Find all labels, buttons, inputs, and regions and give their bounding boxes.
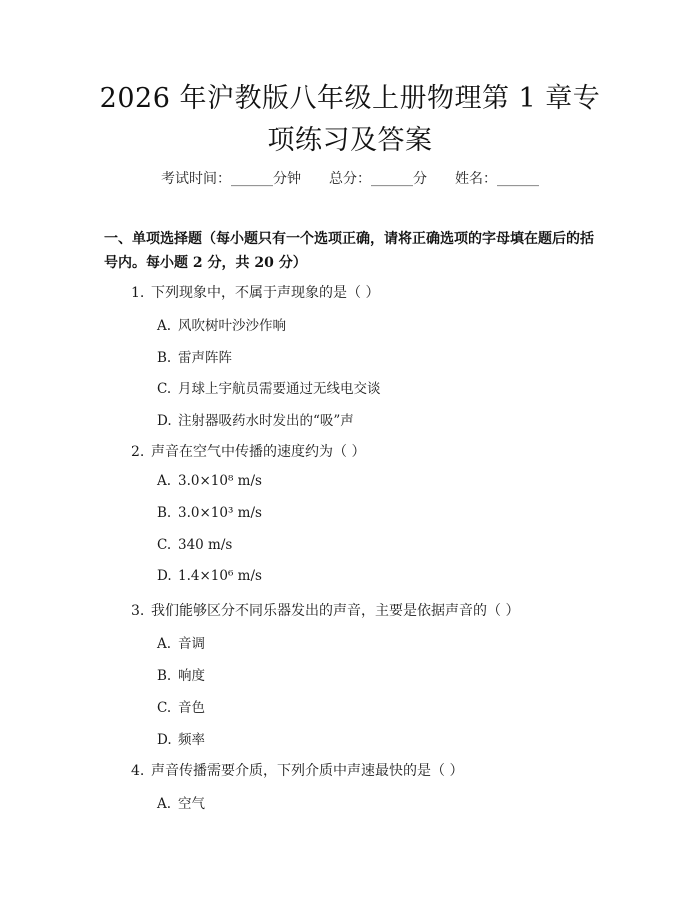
exam-time-field: 考试时间：______分钟 xyxy=(161,171,301,187)
question-3 xyxy=(131,600,519,620)
option-text: 风吹树叶沙沙作响 xyxy=(178,318,286,334)
option-text: 响度 xyxy=(178,668,205,684)
question-3-option-c xyxy=(157,696,205,716)
option-text: 空气 xyxy=(178,796,205,812)
question-2-option-b xyxy=(157,505,262,521)
question-1-option-b xyxy=(157,346,232,366)
question-text: 声音在空气中传播的速度约为（ ） xyxy=(151,444,366,460)
question-2-option-a xyxy=(157,473,262,489)
option-text: 音色 xyxy=(178,700,205,716)
question-2-option-c xyxy=(157,537,232,553)
option-letter: D. xyxy=(157,413,172,429)
option-letter: D. xyxy=(157,732,172,748)
question-1-option-d xyxy=(157,409,354,429)
option-text: 音调 xyxy=(178,636,205,652)
question-4 xyxy=(131,760,463,780)
question-3-option-b xyxy=(157,664,205,684)
option-text: 月球上宇航员需要通过无线电交谈 xyxy=(178,381,381,397)
option-letter: A. xyxy=(157,473,172,489)
option-letter: C. xyxy=(157,700,172,716)
exam-info-line xyxy=(0,168,700,188)
option-letter: A. xyxy=(157,318,172,334)
question-1-option-c xyxy=(157,377,381,397)
question-number: 4. xyxy=(131,763,145,779)
option-text: 3.0×10³ m/s xyxy=(178,505,262,521)
option-letter: D. xyxy=(157,568,172,584)
question-2 xyxy=(131,441,365,461)
option-text: 雷声阵阵 xyxy=(178,350,232,366)
question-number: 2. xyxy=(131,444,145,460)
option-text: 3.0×10⁸ m/s xyxy=(178,473,262,489)
option-text: 1.4×10⁶ m/s xyxy=(178,568,262,584)
option-letter: C. xyxy=(157,537,172,553)
question-2-option-d xyxy=(157,568,262,584)
document-title: 2026 年沪教版八年级上册物理第 1 章专项练习及答案 xyxy=(99,83,601,156)
question-1 xyxy=(131,282,379,302)
question-1-option-a xyxy=(157,314,286,334)
option-text: 频率 xyxy=(178,732,205,748)
student-name-field: 姓名：______ xyxy=(455,171,539,187)
question-4-option-a xyxy=(157,792,205,812)
section-heading: 一、单项选择题（每小题只有一个选项正确，请将正确选项的字母填在题后的括号内。每小题 2 分，共 20 分） xyxy=(104,231,594,271)
option-text: 注射器吸药水时发出的“吸”声 xyxy=(178,413,354,429)
option-letter: C. xyxy=(157,381,172,397)
question-3-option-a xyxy=(157,632,205,652)
question-text: 下列现象中，不属于声现象的是（ ） xyxy=(151,285,380,301)
option-letter: B. xyxy=(157,505,172,521)
question-number: 3. xyxy=(131,603,145,619)
option-letter: A. xyxy=(157,796,172,812)
option-text: 340 m/s xyxy=(178,537,233,553)
option-letter: A. xyxy=(157,636,172,652)
option-letter: B. xyxy=(157,350,172,366)
question-number: 1. xyxy=(131,285,145,301)
question-text: 声音传播需要介质，下列介质中声速最快的是（ ） xyxy=(151,763,464,779)
option-letter: B. xyxy=(157,668,172,684)
total-score-field: 总分：______分 xyxy=(329,171,427,187)
question-text: 我们能够区分不同乐器发出的声音，主要是依据声音的（ ） xyxy=(151,603,520,619)
question-3-option-d xyxy=(157,728,205,748)
